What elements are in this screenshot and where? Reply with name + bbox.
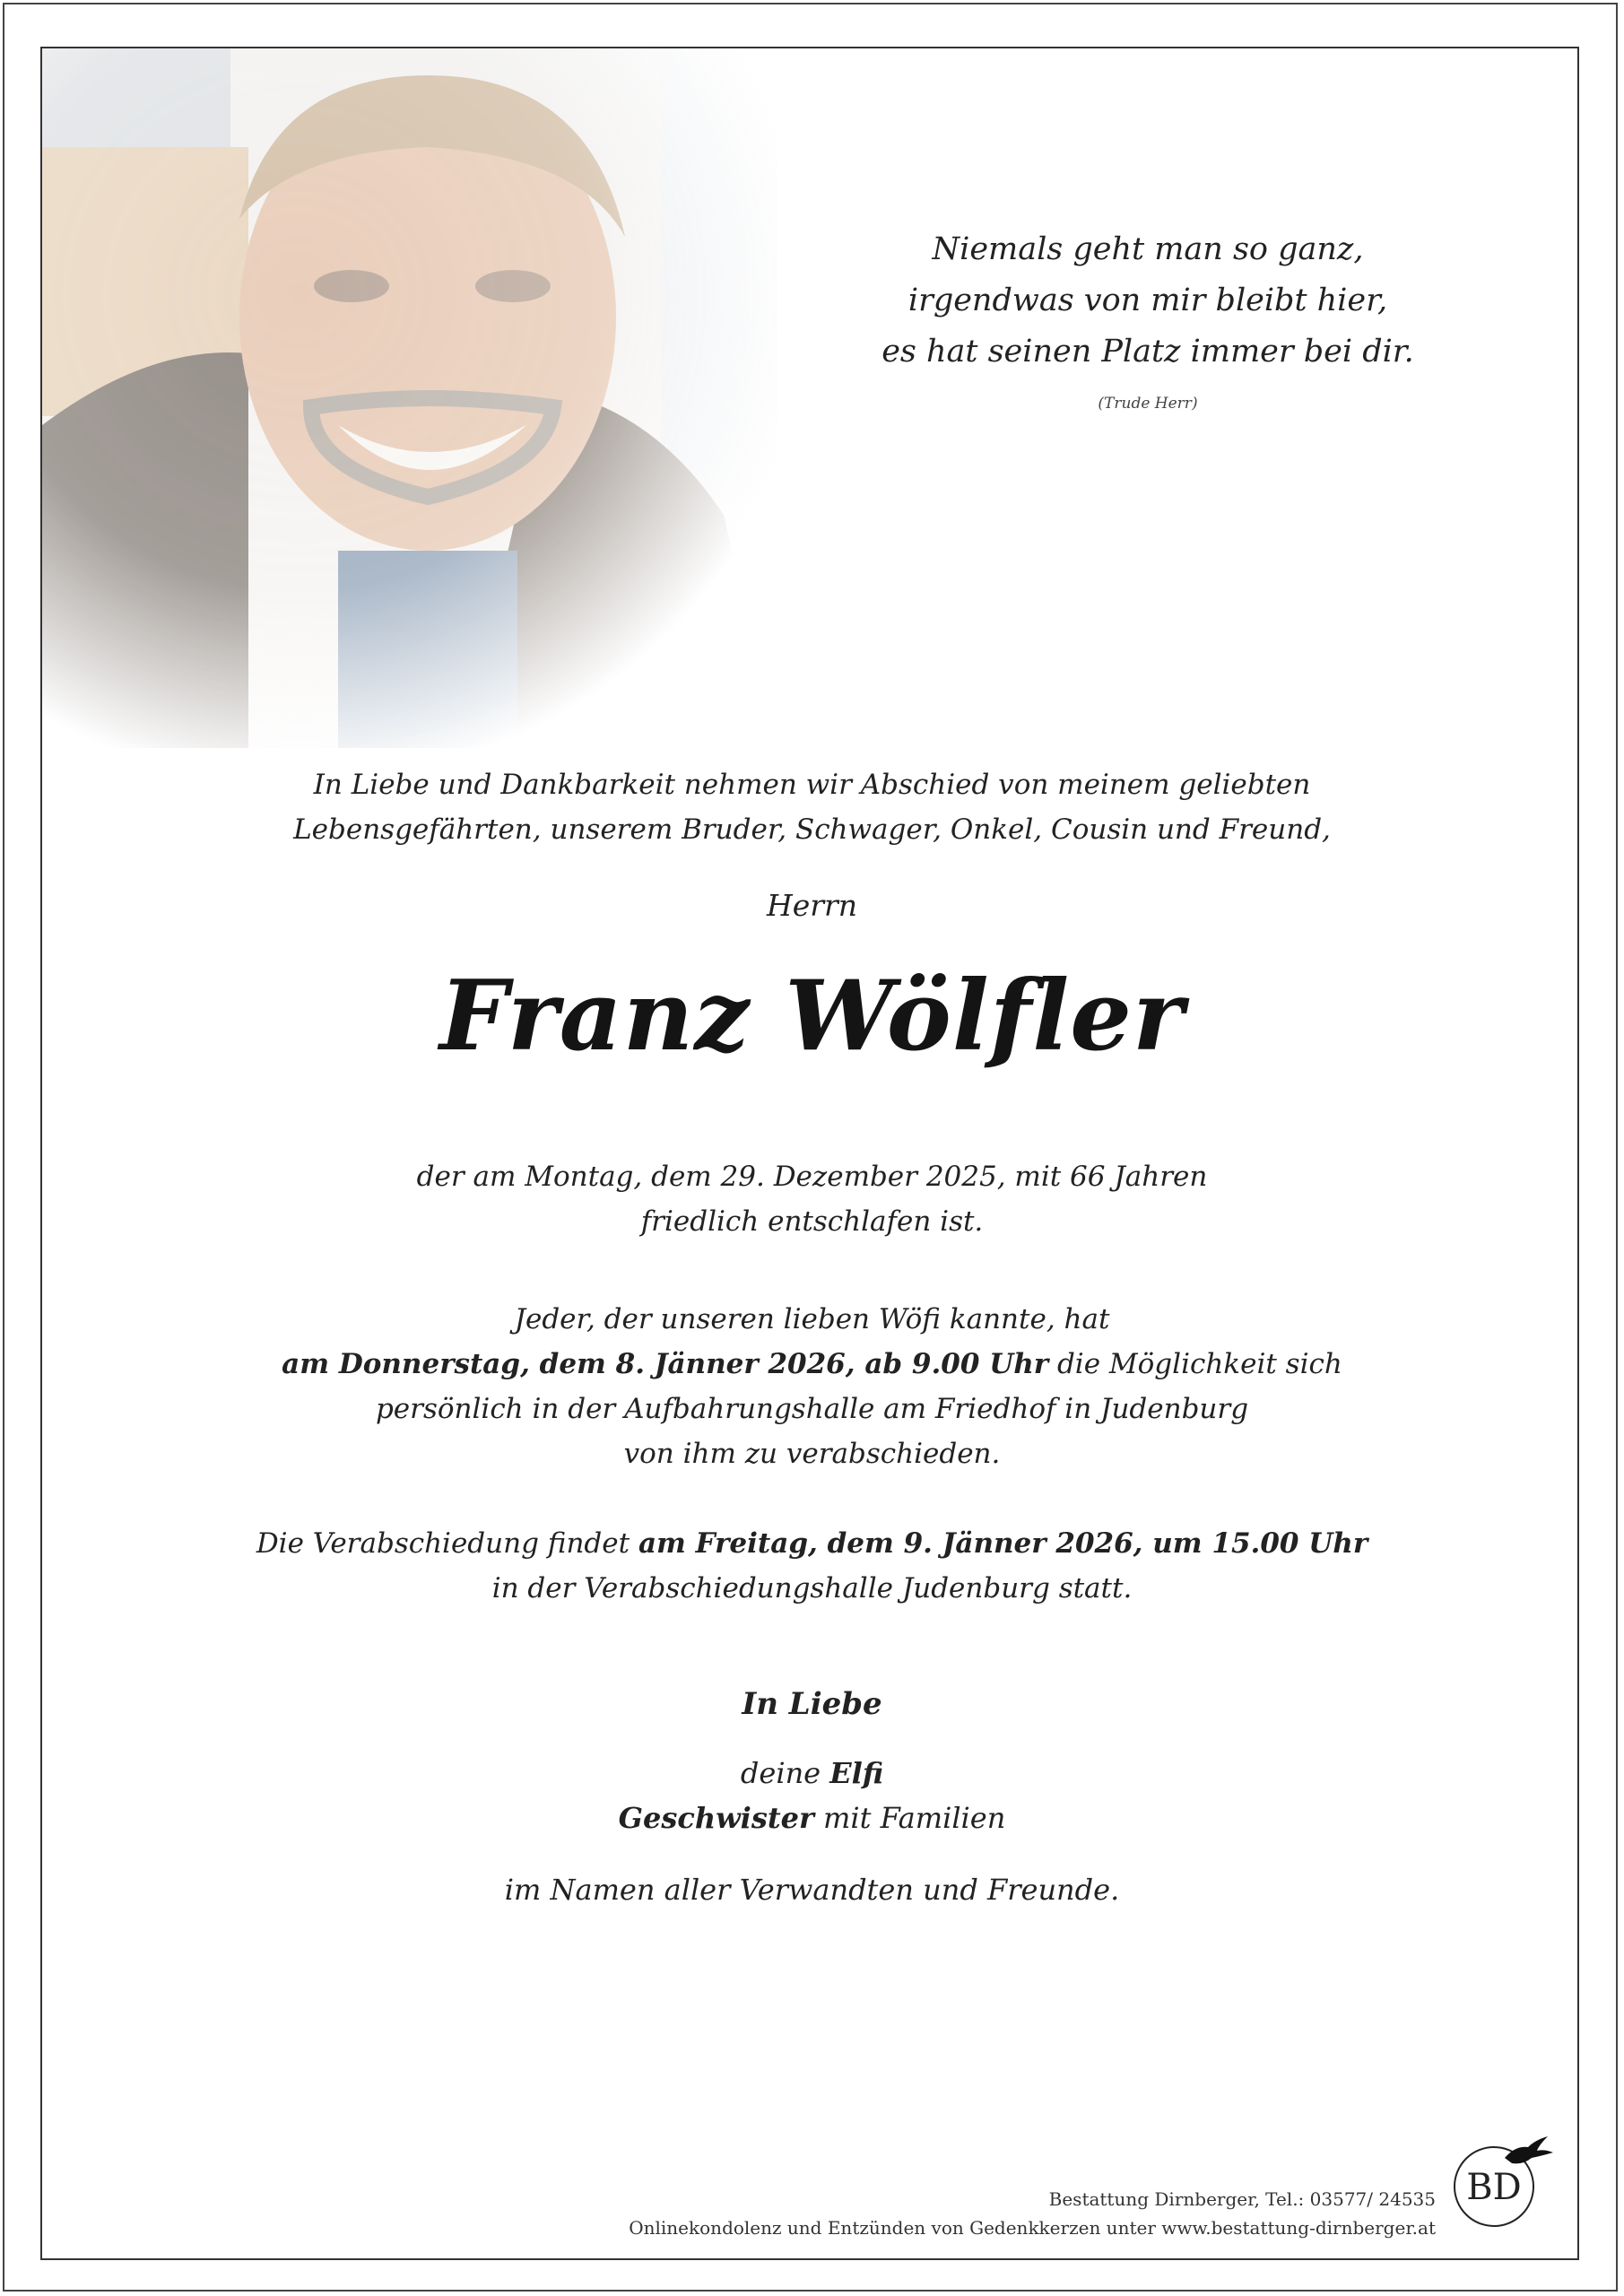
viewing-line: von ihm zu verabschieden. xyxy=(623,1438,1001,1470)
viewing-text: die Möglichkeit sich xyxy=(1048,1348,1342,1380)
intro-line: In Liebe und Dankbarkeit nehmen wir Abschied von meinem geliebten xyxy=(313,769,1311,801)
online-condolence: Onlinekondolenz und Entzünden von Gedenkkerzen unter www.bestattung-dirnberger.at xyxy=(629,2217,1436,2239)
viewing-info xyxy=(0,1297,1624,1476)
funeral-home-contact: Bestattung Dirnberger, Tel.: 03577/ 24535 xyxy=(1048,2188,1436,2210)
death-notice xyxy=(0,1154,1624,1244)
funeral-home-logo xyxy=(1442,2131,1559,2230)
service-info xyxy=(0,1521,1624,1611)
intro-text xyxy=(0,762,1624,852)
viewing-line: Jeder, der unseren lieben Wöfi kannte, hat xyxy=(514,1303,1110,1335)
logo-letters: BD xyxy=(1466,2167,1522,2208)
death-notice-line: der am Montag, dem 29. Dezember 2025, mit 66 Jahren xyxy=(416,1161,1208,1193)
family-partner xyxy=(0,1756,1624,1790)
service-line: in der Verabschiedungshalle Judenburg statt. xyxy=(491,1572,1133,1605)
intro-line: Lebensgefährten, unserem Bruder, Schwager, Onkel, Cousin und Freund, xyxy=(293,813,1331,846)
family-suffix: mit Familien xyxy=(813,1801,1006,1835)
relatives-line: im Namen aller Verwandten und Freunde. xyxy=(504,1873,1120,1907)
death-notice-line: friedlich entschlafen ist. xyxy=(640,1205,984,1238)
service-line xyxy=(0,1521,1624,1566)
closing-in-love: In Liebe xyxy=(742,1686,882,1722)
quote-line: Niemals geht man so ganz, xyxy=(932,231,1364,267)
family-siblings-name: Geschwister xyxy=(618,1801,814,1835)
quote-line: es hat seinen Platz immer bei dir. xyxy=(881,334,1414,370)
memorial-quote xyxy=(807,224,1489,378)
service-text: Die Verabschiedung findet xyxy=(256,1527,638,1560)
family-siblings xyxy=(0,1801,1624,1835)
service-date: am Freitag, dem 9. Jänner 2026, um 15.00 Uhr xyxy=(638,1527,1368,1560)
quote-author: (Trude Herr) xyxy=(1098,395,1198,413)
portrait-photo xyxy=(42,48,777,748)
deceased-name: Franz Wölfler xyxy=(439,960,1185,1073)
viewing-date: am Donnerstag, dem 8. Jänner 2026, ab 9.00 Uhr xyxy=(282,1348,1049,1380)
viewing-line xyxy=(0,1342,1624,1387)
family-partner-name: Elfi xyxy=(829,1756,884,1790)
salutation: Herrn xyxy=(766,888,858,923)
family-prefix: deine xyxy=(740,1756,830,1790)
viewing-line: persönlich in der Aufbahrungshalle am Friedhof in Judenburg xyxy=(375,1393,1249,1425)
quote-line: irgendwas von mir bleibt hier, xyxy=(908,283,1388,318)
dove-icon xyxy=(1505,2136,1553,2163)
